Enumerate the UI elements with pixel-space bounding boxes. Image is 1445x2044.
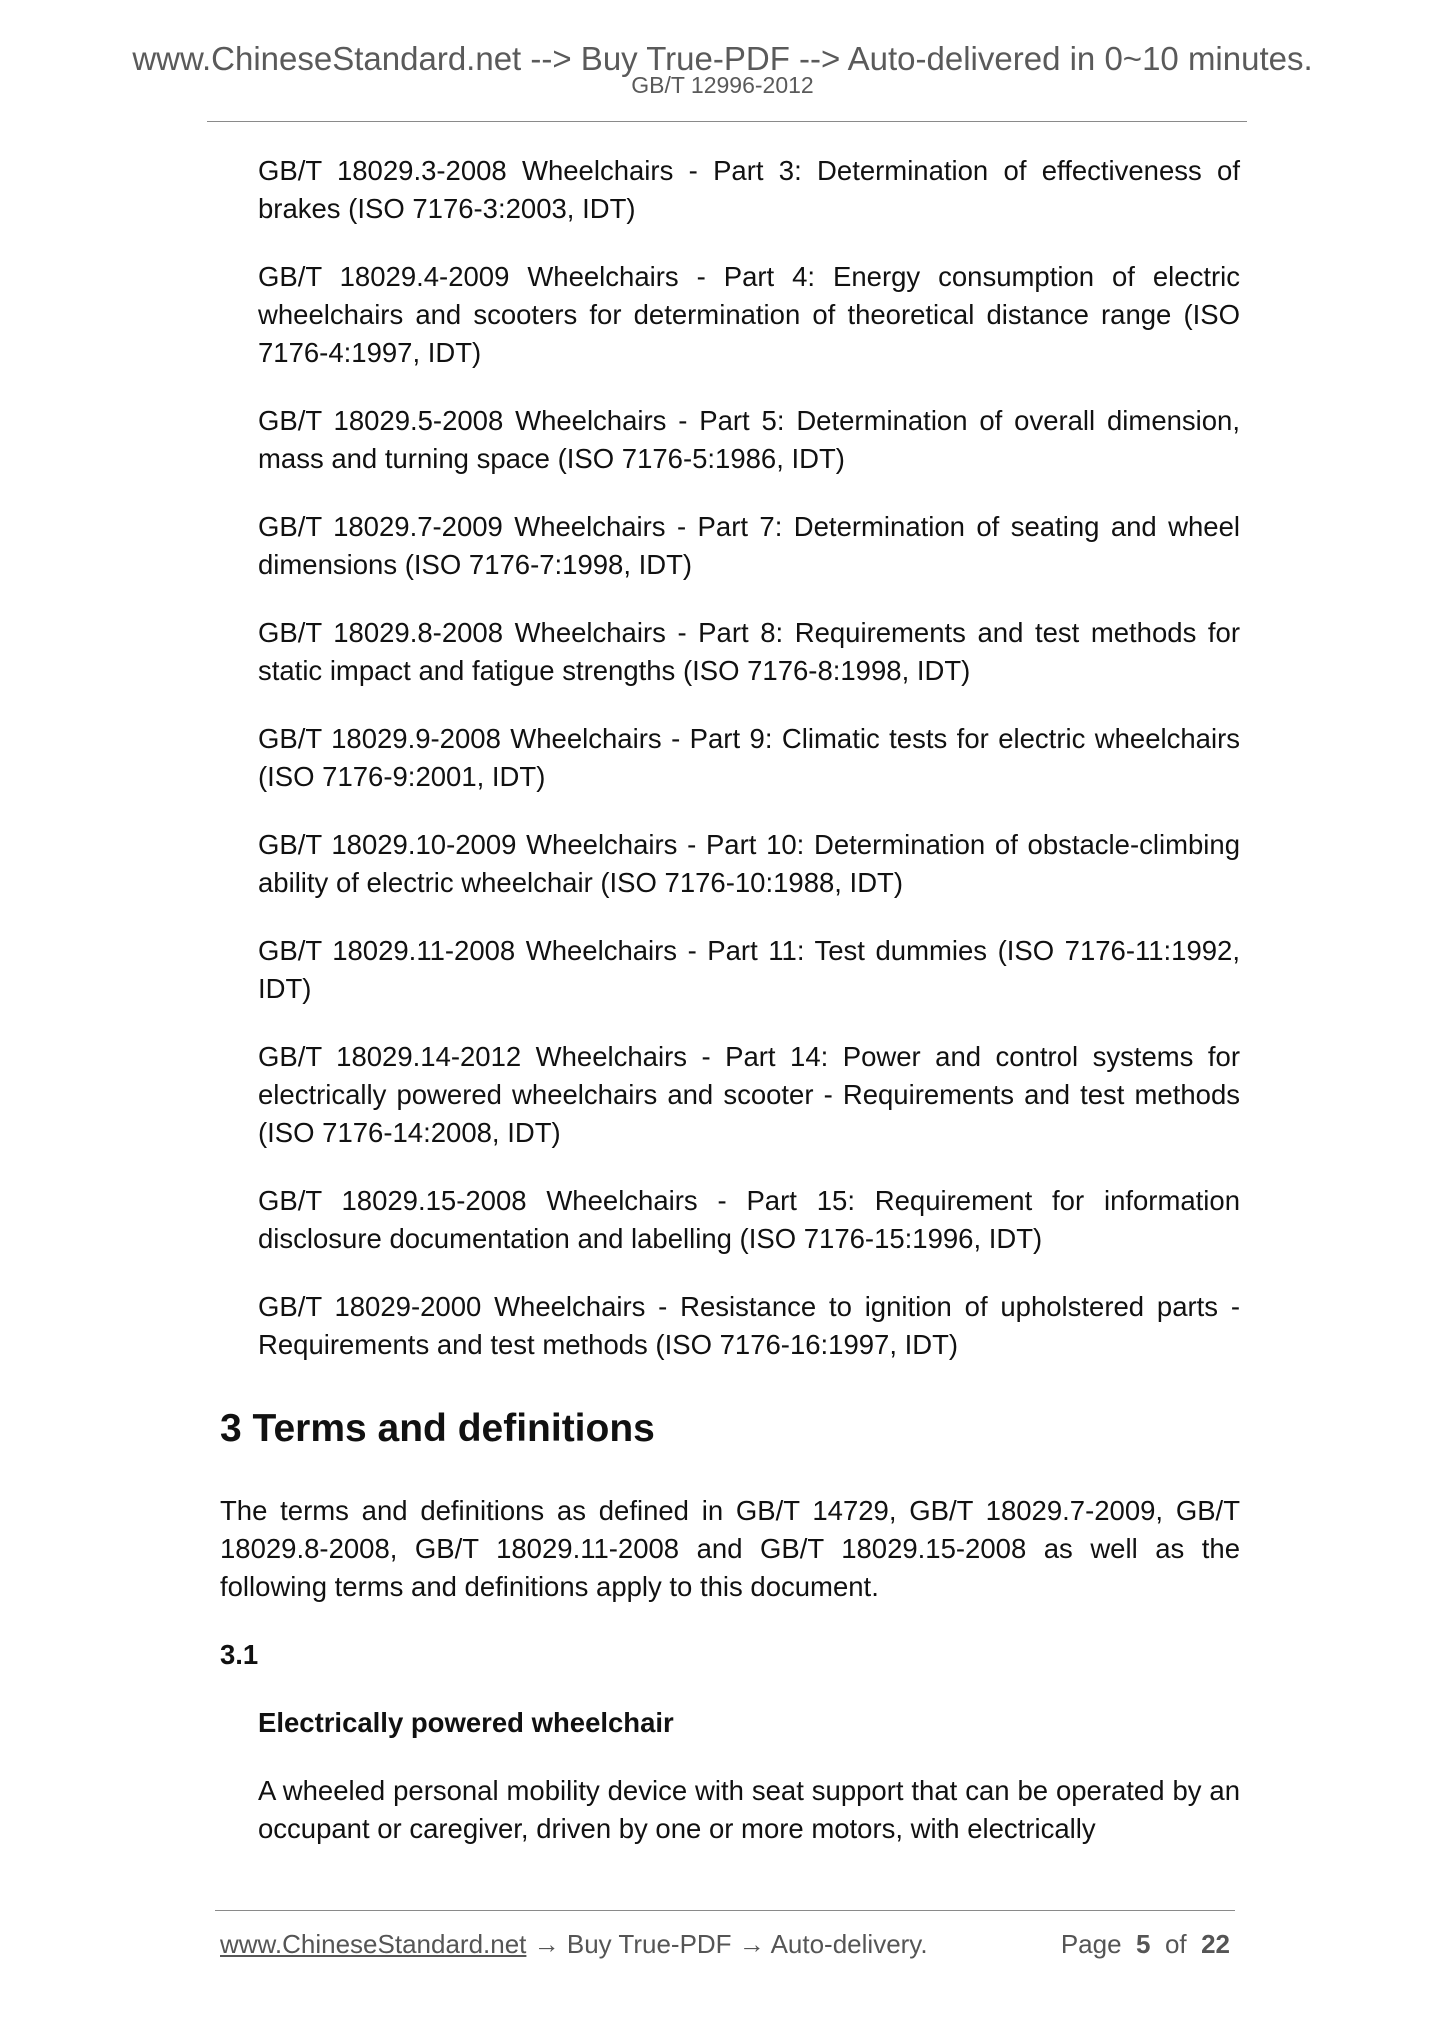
reference-item: GB/T 18029.3-2008 Wheelchairs - Part 3: Determination of effectiveness of brakes (ISO 7176-3:2003, IDT)	[258, 155, 1240, 224]
section-intro-paragraph: The terms and definitions as defined in GB/T 14729, GB/T 18029.7-2009, GB/T 18029.8-2008, GB/T 18029.11-2008 and GB/T 18029.15-2008 as well as the following terms and definitions apply to this document.	[220, 1495, 1240, 1602]
reference-item: GB/T 18029.7-2009 Wheelchairs - Part 7: Determination of seating and wheel dimensions (ISO 7176-7:1998, IDT)	[258, 511, 1240, 580]
term-title: Electrically powered wheelchair	[258, 1707, 674, 1738]
page-footer	[220, 1926, 1230, 1966]
document-body	[220, 152, 1240, 1848]
section-heading: 3 Terms and definitions	[220, 1407, 655, 1450]
normative-references-list	[220, 152, 1240, 1364]
header-banner: www.ChineseStandard.net --> Buy True-PDF --> Auto-delivered in 0~10 minutes.	[132, 40, 1313, 77]
reference-item: GB/T 18029.4-2009 Wheelchairs - Part 4: Energy consumption of electric wheelchairs and scooters for determination of theoretical distance range (ISO 7176-4:1997, IDT)	[258, 261, 1240, 368]
reference-item: GB/T 18029.9-2008 Wheelchairs - Part 9: Climatic tests for electric wheelchairs (ISO 7176-9:2001, IDT)	[258, 723, 1240, 792]
reference-item: GB/T 18029-2000 Wheelchairs - Resistance to ignition of upholstered parts - Requirements and test methods (ISO 7176-16:1997, IDT)	[258, 1291, 1240, 1360]
page-label: Page	[1060, 1929, 1122, 1959]
reference-item: GB/T 18029.10-2009 Wheelchairs - Part 10: Determination of obstacle-climbing ability of electric wheelchair (ISO 7176-10:1988, IDT)	[258, 829, 1240, 898]
reference-item: GB/T 18029.15-2008 Wheelchairs - Part 15: Requirement for information disclosure documentation and labelling (ISO 7176-15:1996, IDT)	[258, 1185, 1240, 1254]
footer-divider	[215, 1910, 1235, 1911]
reference-item: GB/T 18029.5-2008 Wheelchairs - Part 5: Determination of overall dimension, mass and turning space (ISO 7176-5:1986, IDT)	[258, 405, 1240, 474]
clause-number: 3.1	[220, 1639, 259, 1670]
term-definition: A wheeled personal mobility device with seat support that can be operated by an occupant or caregiver, driven by one or more motors, with electrically	[258, 1775, 1240, 1844]
footer-trail: → Buy True-PDF → Auto-delivery.	[526, 1929, 928, 1959]
header-standard-code: GB/T 12996-2012	[631, 72, 814, 98]
page-indicator	[1061, 1926, 1230, 1962]
reference-item: GB/T 18029.8-2008 Wheelchairs - Part 8: Requirements and test methods for static impact and fatigue strengths (ISO 7176-8:1998, IDT)	[258, 617, 1240, 686]
page-total: 22	[1201, 1929, 1230, 1959]
reference-item: GB/T 18029.11-2008 Wheelchairs - Part 11: Test dummies (ISO 7176-11:1992, IDT)	[258, 935, 1240, 1004]
footer-site-link[interactable]: www.ChineseStandard.net	[220, 1929, 527, 1959]
reference-item: GB/T 18029.14-2012 Wheelchairs - Part 14: Power and control systems for electrically powered wheelchairs and scooter - Requirements and test methods (ISO 7176-14:2008, IDT)	[258, 1041, 1240, 1148]
page-of-label: of	[1164, 1929, 1187, 1959]
page-current: 5	[1136, 1929, 1151, 1959]
footer-left	[220, 1926, 928, 1962]
header-divider	[207, 121, 1247, 122]
